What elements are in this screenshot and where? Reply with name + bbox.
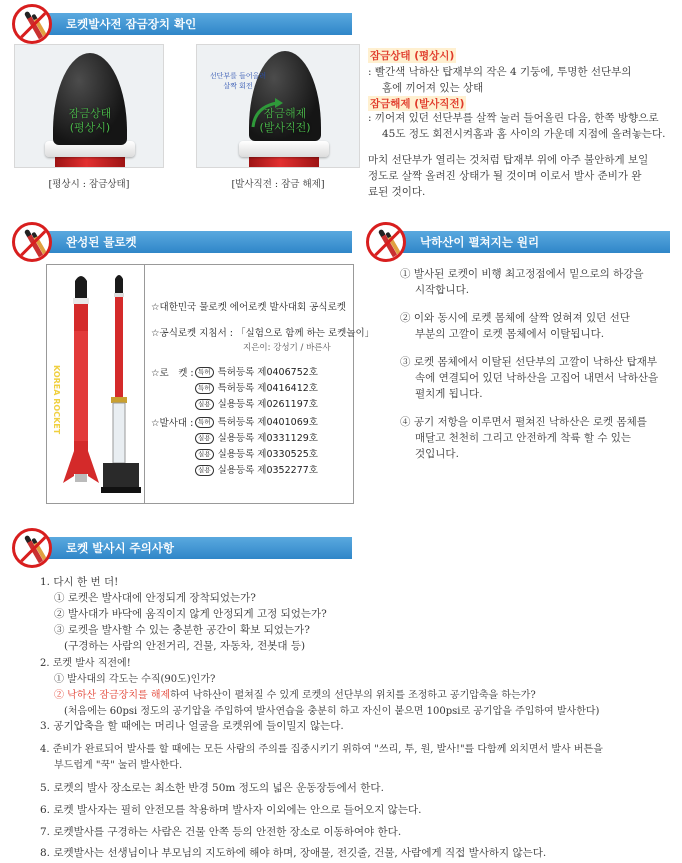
parachute-step-4: ④ 공기 저항을 이루면서 펼쳐진 낙하산은 로켓 몸체를 매달고 천천히 그리고 안전하게 착륙 할 수 있는 것입니다.: [400, 416, 647, 460]
section-header-complete-rocket: [12, 230, 352, 254]
cautions-item-8: 8. 로켓발사는 선생님이나 부모님의 지도하에 해야 하며, 장애물, 전깃줄, 건물, 사람에게 직접 발사하지 않는다.: [40, 847, 547, 859]
lock-normal-desc: : 빨간색 낙하산 탑재부의 작은 4 기둥에, 투명한 선단부의 홈에 끼어져 있는 상태: [368, 66, 632, 94]
cautions-item-3: 3. 공기압축을 할 때에는 머리나 얼굴을 로켓위에 들이밀지 않는다.: [40, 720, 344, 732]
lock-release-desc: : 끼어져 있던 선단부를 살짝 눌러 들어올린 다음, 한쪽 방향으로 45도 정도 회전시켜홈과 홈 사이의 가운데 지점에 올려놓는다.: [368, 112, 666, 140]
photo-unlocked-state: [196, 44, 360, 168]
lock-release-title: 잠금해제 (발사직전): [370, 98, 465, 110]
patent-item: 실용 실용등록 제0261197호: [195, 397, 318, 413]
water-rocket-illustration: [53, 271, 141, 499]
photo-caption-unlocked: [발사직전 : 잠금 해제]: [231, 179, 325, 190]
patent-item: 특허 특허등록 제0416412호: [195, 381, 318, 397]
rotate-annotation: 선단부를 들어올려 살짝 회전: [209, 72, 267, 90]
complete-rocket-box: [46, 264, 375, 504]
cautions-item-6: 6. 로켓 발사자는 필히 안전모를 착용하며 발사자 이외에는 안으로 들어오지 않는다.: [40, 804, 422, 816]
lock-note: 마치 선단부가 열리는 것처럼 탑재부 위에 아주 불안하게 보일 정도로 살짝 올려진 상태가 될 것이며 이로서 발사 준비가 완 료된 것이다.: [368, 154, 649, 198]
patent-item: 실용 실용등록 제0330525호: [195, 447, 318, 463]
section-header-launch-cautions: [12, 536, 352, 560]
cautions-item-1: 1. 다시 한 번 더! ① 로켓은 발사대에 안정되게 장착되었는가? ② 발사대가 바닥에 움직이지 않게 안정되게 고정 되었는가? ③ 로켓을 발사할 수 있는 충분한 공간이 확보 되었는가? (구경하는 사람의 안전거리, 건물, 자동차, 전봇대 등): [40, 576, 327, 652]
no-rocket-icon: [12, 528, 52, 568]
guide-line: ☆공식로켓 지침서 : 「실험으로 함께 하는 로켓놀이」: [151, 328, 375, 339]
cautions-item-2: 2. 로켓 발사 직전에! ① 발사대의 각도는 수직(90도)인가? ② 낙하산 잠금장치를 해제하여 낙하산이 펼쳐질 수 있게 로켓의 선단부의 위치를 조정하고 공기압축을 하는가? (처음에는 60psi 정도의 공기압을 주입하여 발사연습을 충분히 하고 자신이 붙으면 100psi로 공기압을 주입하여 발사한다): [40, 658, 600, 717]
patent-item: 실용 실용등록 제0331129호: [195, 431, 318, 447]
section-header-lock-check: [12, 12, 352, 36]
unlocked-label-line1: 잠금해제: [263, 107, 307, 120]
no-rocket-icon: [366, 222, 406, 262]
cautions-item-4: 4. 준비가 완료되어 발사를 할 때에는 모든 사람의 주의를 집중시키기 위하여 "쓰리, 투, 원, 발사!"를 다함께 외치면서 발사 버튼을 부드럽게 "꾹" 눌러 발사한다.: [40, 744, 603, 771]
patent-item: 특허 특허등록 제0406752호: [195, 365, 318, 381]
cautions-item-5: 5. 로켓의 발사 장소로는 최소한 반경 50m 정도의 넓은 운동장등에서 한다.: [40, 782, 384, 794]
cautions-item-7: 7. 로켓발사를 구경하는 사람은 건물 안쪽 등의 안전한 장소로 이동하여야 한다.: [40, 826, 402, 838]
section-title: 낙하산이 펼쳐지는 원리: [396, 231, 670, 253]
section-title: 완성된 물로켓: [42, 231, 352, 253]
parachute-step-2: ② 이와 동시에 로켓 몸체에 살짝 얹혀져 있던 선단 부분의 고깔이 로켓 몸체에서 이탈됩니다.: [400, 312, 630, 340]
section-title: 로켓발사전 잠금장치 확인: [42, 13, 352, 35]
patent-item: 특허 특허등록 제0401069호: [195, 415, 318, 431]
parachute-step-3: ③ 로켓 몸체에서 이탈된 선단부의 고깔이 낙하산 탑재부 속에 연결되어 있던 낙하산을 고집어 내면서 낙하산을 펼치게 됩니다.: [400, 356, 659, 400]
launcher-label: ☆발사대 :: [151, 418, 194, 429]
patent-item: 실용 실용등록 제0352277호: [195, 463, 318, 479]
locked-label-line1: 잠금상태: [68, 107, 112, 120]
locked-label-line2: (평상시): [69, 121, 111, 134]
no-rocket-icon: [12, 222, 52, 262]
lock-normal-title: 잠금상태 (평상시): [370, 50, 455, 62]
unlocked-label-line2: (발사직전): [259, 121, 311, 134]
section-header-parachute: [366, 230, 670, 254]
no-rocket-icon: [12, 4, 52, 44]
rocket-label: ☆로 켓 :: [151, 368, 194, 379]
parachute-step-1: ① 발사된 로켓이 비행 최고정점에서 밑으로의 하강을 시작합니다.: [400, 268, 644, 296]
authors-line: 지은이: 강성기 / 바른사: [243, 343, 331, 353]
rocket-patents: [195, 365, 318, 413]
section-title: 로켓 발사시 주의사항: [42, 537, 352, 559]
contest-line: ☆대한민국 물로켓 에어로켓 발사대회 공식로켓: [151, 302, 346, 313]
rocket-body-label: KOREA ROCKET: [52, 365, 61, 435]
photo-caption-locked: [평상시 : 잠금상태]: [48, 179, 130, 190]
photo-locked-state: [14, 44, 164, 168]
launcher-patents: [195, 415, 318, 479]
